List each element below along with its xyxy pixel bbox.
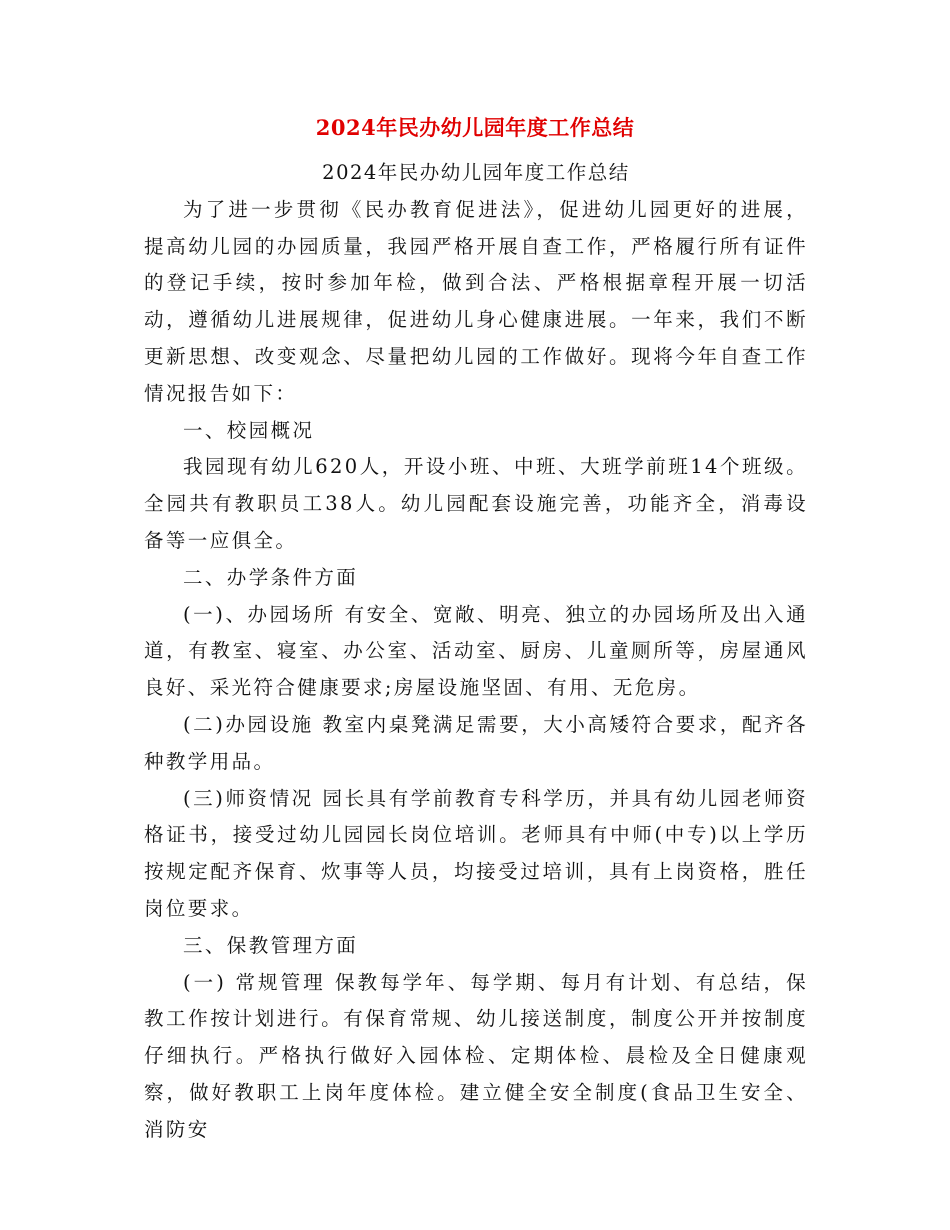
paragraph-facilities: (二)办园设施 教室内桌凳满足需要，大小高矮符合要求，配齐各种教学用品。 bbox=[144, 712, 808, 773]
paragraph-routine-management: (一) 常规管理 保教每学年、每学期、每月有计划、有总结，保教工作按计划进行。有保育常规、幼儿接送制度，制度公开并按制度仔细执行。严格执行做好入园体检、定期体检、晨检及全日健康观察，做好教职工上岗年度体检。建立健全安全制度(食品卫生安全、消防安 bbox=[144, 970, 808, 1141]
document-subtitle: 2024年民办幼儿园年度工作总结 bbox=[322, 161, 630, 184]
paragraph-staff: (三)师资情况 园长具有学前教育专科学历，并具有幼儿园老师资格证书，接受过幼儿园园长岗位培训。老师具有中师(中专)以上学历按规定配齐保育、炊事等人员，均接受过培训，具有上岗资格，胜任岗位要求。 bbox=[144, 786, 808, 920]
section-heading-campus-overview: 一、校园概况 bbox=[183, 418, 315, 442]
paragraph-premises: (一)、办园场所 有安全、宽敞、明亮、独立的办园场所及出入通道，有教室、寝室、办公室、活动室、厨房、儿童厕所等，房屋通风良好、采光符合健康要求;房屋设施坚固、有用、无危房。 bbox=[144, 602, 808, 700]
section-heading-education-management: 三、保教管理方面 bbox=[183, 933, 359, 957]
paragraph-campus-overview: 我园现有幼儿620人，开设小班、中班、大班学前班14个班级。全园共有教职员工38人。幼儿园配套设施完善，功能齐全，消毒设备等一应俱全。 bbox=[144, 455, 808, 552]
paragraph-intro: 为了进一步贯彻《民办教育促进法》，促进幼儿园更好的进展，提高幼儿园的办园质量，我园严格开展自查工作，严格履行所有证件的登记手续，按时参加年检，做到合法、严格根据章程开展一切活动，遵循幼儿进展规律，促进幼儿身心健康进展。一年来，我们不断更新思想、改变观念、尽量把幼儿园的工作做好。现将今年自查工作情况报告如下： bbox=[144, 197, 808, 405]
document-body bbox=[144, 155, 808, 1149]
section-heading-school-conditions: 二、办学条件方面 bbox=[183, 565, 359, 589]
document-title: 2024年民办幼儿园年度工作总结 bbox=[315, 115, 635, 140]
